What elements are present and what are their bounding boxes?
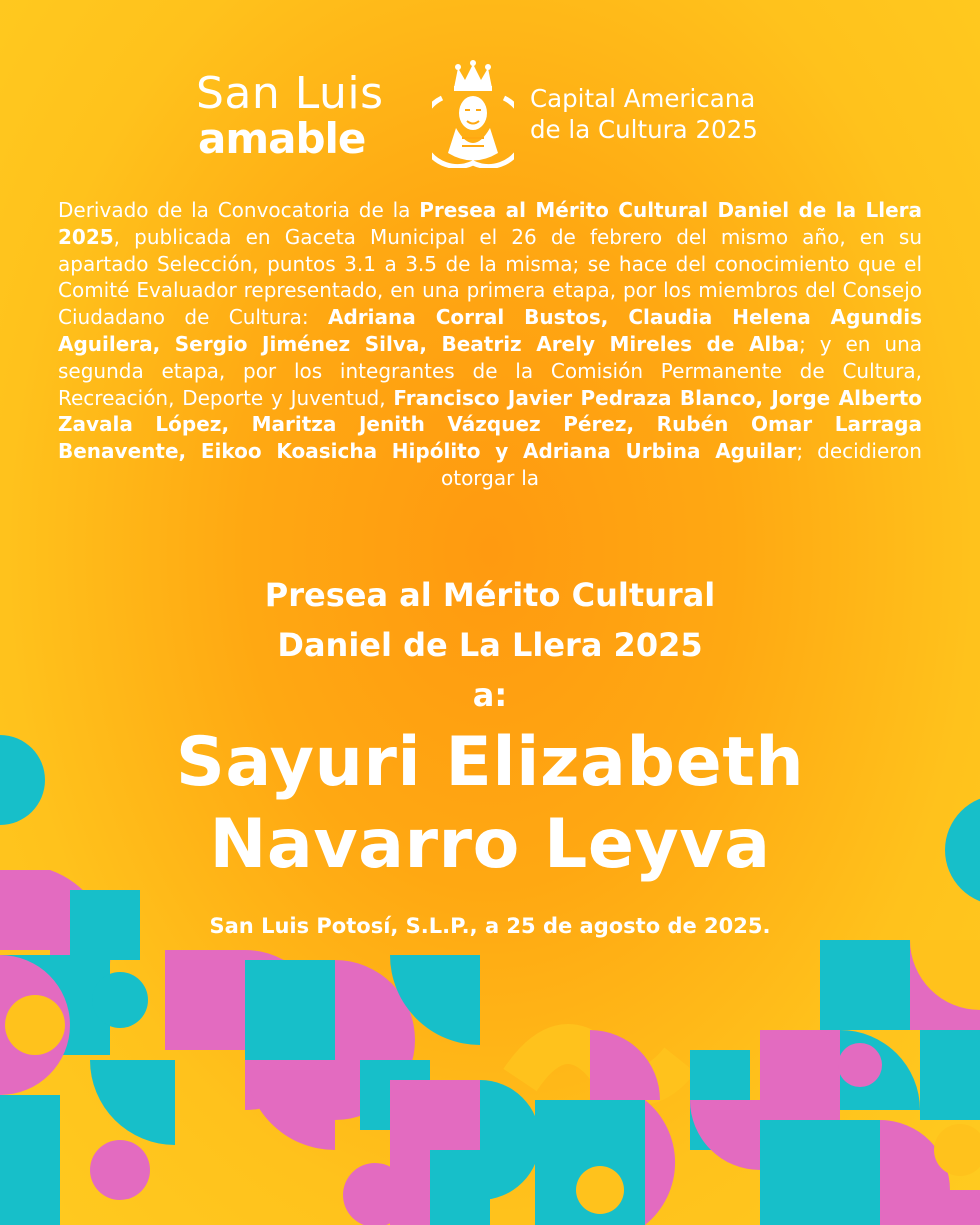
recipient-name-line2: Navarro Leyva	[209, 805, 771, 884]
san-luis-amable-logo	[196, 68, 401, 163]
place-and-date: San Luis Potosí, S.L.P., a 25 de agosto de 2025.	[209, 914, 771, 938]
award-title-line1: Presea al Mérito Cultural	[264, 576, 716, 614]
recipient-name	[0, 722, 980, 886]
announcement-paragraph	[58, 197, 922, 492]
paragraph-bold-council-members: Adriana Corral Bustos, Claudia Helena Agundis Aguilera, Sergio Jiménez Silva, Beatriz Arely Mireles de Alba	[58, 305, 922, 356]
crowned-portrait-seal-icon	[432, 58, 514, 168]
award-title-line2: Daniel de La Llera 2025	[277, 626, 703, 664]
logo-text-line1: San Luis	[196, 68, 384, 119]
logo-text-line2: amable	[198, 114, 366, 163]
paragraph-bold-award-name: Presea al Mérito Cultural Daniel de la Llera 2025	[58, 198, 923, 249]
paragraph-bold-commission-members: Francisco Javier Pedraza Blanco, Jorge Alberto Zavala López, Maritza Jenith Vázquez Pérez, Rubén Omar Larraga Benavente, Eikoo Koasicha Hipólito y Adriana Urbina Aguilar	[58, 385, 922, 464]
paragraph-text-2: , publicada en Gaceta Municipal el 26 de febrero del mismo año, en su apartado Selección, puntos 3.1 a 3.5 de la misma; se hace del conocimiento que el Comité Evaluador representado, en una primera etapa, por los miembros del Consejo Ciudadano de Cultura:	[58, 224, 922, 330]
paragraph-text-3: ; y en una segunda etapa, por los integrantes de la Comisión Permanente de Cultura, Recreación, Deporte y Juventud,	[58, 331, 923, 410]
capital-text-line1: Capital Americana	[530, 84, 756, 113]
award-title	[0, 570, 980, 720]
capital-americana-logo	[530, 84, 800, 145]
header-logos	[0, 58, 980, 168]
award-title-line3: a:	[472, 676, 508, 714]
paragraph-text-1: Derivado de la Convocatoria de la	[58, 198, 420, 222]
capital-text-line2: de la Cultura 2025	[530, 114, 758, 144]
paragraph-text-4: ; decidieron otorgar la	[440, 439, 922, 490]
recipient-name-line1: Sayuri Elizabeth	[175, 723, 805, 802]
